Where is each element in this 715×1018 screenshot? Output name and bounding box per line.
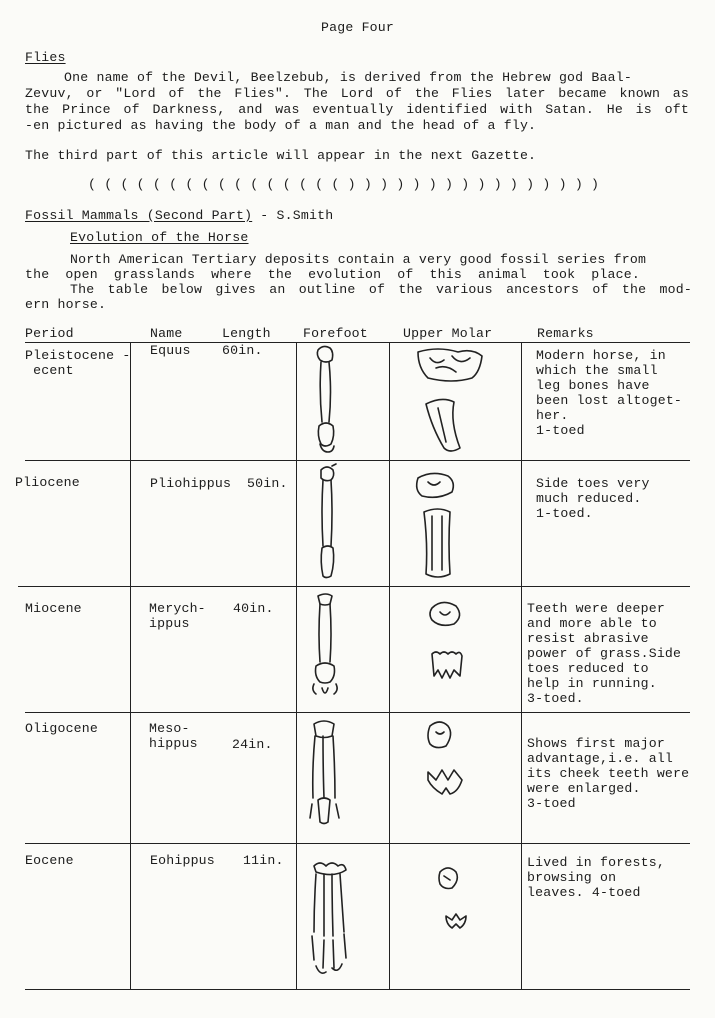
row2-remarks: Side toes very much reduced. 1-toed. [536,476,650,521]
row3-period: Miocene [25,601,82,616]
intro-line-2: the open grasslands where the evolution of this animal took place. [25,267,640,282]
mesohippus-molar-sketch [424,720,470,802]
row4-remarks: Shows first major advantage,i.e. all its cheek teeth were were enlarged. 3-toed [527,736,690,811]
column-divider [521,342,522,989]
row3-remarks: Teeth were deeper and more able to resist abrasive power of grass.Side toes reduced to help in running. 3-toed. [527,601,682,706]
pliohippus-forefoot-sketch [312,464,342,582]
row-divider [25,843,690,844]
row1-name: Equus [150,343,191,358]
row2-name: Pliohippus [150,476,232,491]
fossil-author: - S.Smith [252,208,334,223]
row1-period: Pleistocene - ecent [25,348,131,378]
row2-period: Pliocene [15,475,80,490]
fossil-heading: Fossil Mammals (Second Part) [25,208,253,223]
flies-heading: Flies [25,50,66,65]
row3-length: 40in. [233,601,274,616]
row5-length: 11in. [243,853,284,868]
merychippus-molar-sketch [428,600,468,686]
intro-line-4: ern horse. [25,297,107,312]
table-bottom-rule [25,989,690,990]
column-divider [130,342,131,989]
merychippus-forefoot-sketch [308,592,344,706]
header-length: Length [222,326,271,341]
row1-length: 60in. [222,343,263,358]
row4-period: Oligocene [25,721,99,736]
row-divider [18,586,690,587]
column-divider [389,342,390,989]
flies-line-1: One name of the Devil, Beelzebub, is derived from the Hebrew god Baal- [64,70,632,85]
header-name: Name [150,326,183,341]
equus-molar-sketch [412,344,488,458]
row-divider [25,460,690,461]
row5-name: Eohippus [150,853,215,868]
eohippus-forefoot-sketch [306,856,354,986]
mesohippus-forefoot-sketch [306,718,344,832]
intro-line-1: North American Tertiary deposits contain a very good fossil series from [70,252,647,267]
intro-line-3: The table below gives an outline of the various ancestors of the mod- [70,282,692,297]
equus-forefoot-sketch [308,344,348,456]
fossil-heading-line [25,208,333,223]
row4-name: Meso- hippus [149,721,198,751]
page-title: Page Four [321,20,395,35]
header-upper-molar: Upper Molar [403,326,493,341]
row4-length: 24in. [232,737,273,752]
row1-remarks: Modern horse, in which the small leg bones have been lost altoget- her. 1-toed [536,348,683,438]
column-divider [296,342,297,989]
horse-subheading: Evolution of the Horse [70,230,249,245]
header-period: Period [25,326,74,341]
header-remarks: Remarks [537,326,594,341]
row2-length: 50in. [247,476,288,491]
row3-name: Merych- ippus [149,601,206,631]
parenthesis-separator: ( ( ( ( ( ( ( ( ( ( ( ( ( ( ( ( ) ) ) ) ) ) ) ) ) ) ) ) ) ) ) ) [88,177,600,192]
row5-period: Eocene [25,853,74,868]
flies-line-4: -en pictured as having the body of a man and the head of a fly. [25,118,537,133]
row-divider [25,712,690,713]
row5-remarks: Lived in forests, browsing on leaves. 4-toed [527,855,665,900]
flies-line-3: the Prince of Darkness, and was eventually identified with Satan. He is oft [25,102,689,117]
flies-line-2: Zevuv, or "Lord of the Flies". The Lord of the Flies later became known as [25,86,689,101]
eohippus-molar-sketch [436,864,472,938]
header-forefoot: Forefoot [303,326,368,341]
next-gazette-note: The third part of this article will appear in the next Gazette. [25,148,537,163]
pliohippus-molar-sketch [414,470,464,582]
table-header-rule [25,342,690,343]
